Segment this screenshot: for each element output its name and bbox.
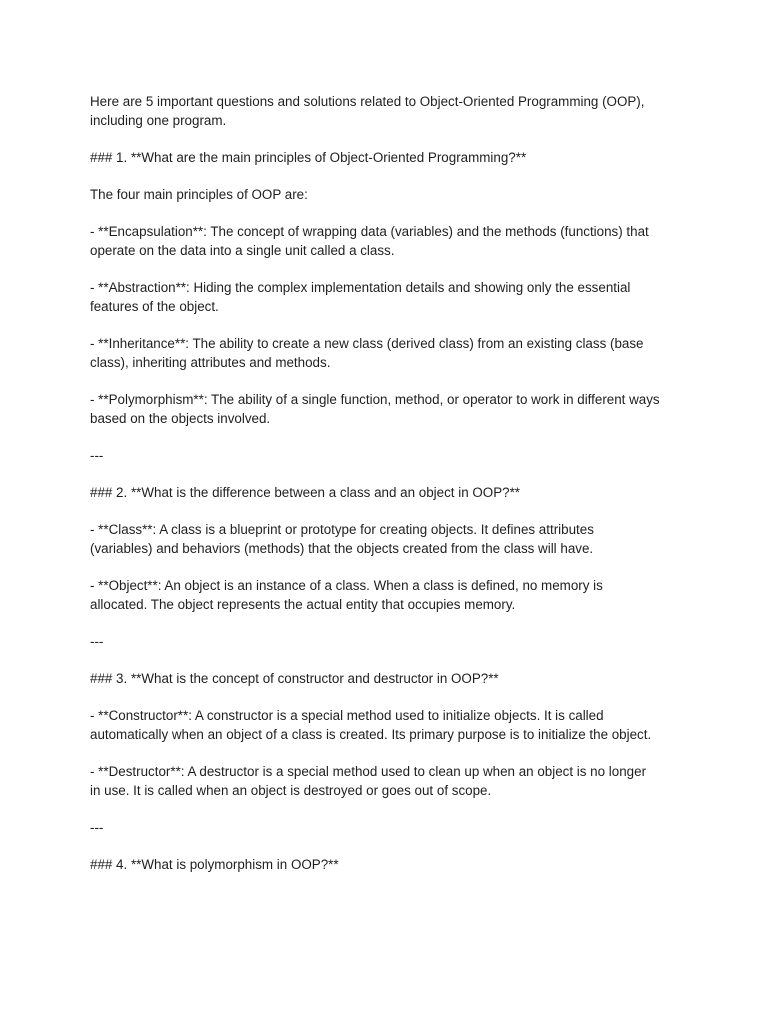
text-line: - **Constructor**: A constructor is a special method used to initialize objects. It is called	[90, 708, 604, 723]
heading-q4	[90, 855, 690, 874]
bullet-constructor	[90, 706, 690, 744]
text-line: operate on the data into a single unit called a class.	[90, 243, 395, 258]
text-line: features of the object.	[90, 299, 219, 314]
text-line: based on the objects involved.	[90, 411, 271, 426]
separator-1	[90, 446, 690, 465]
heading-q1	[90, 148, 690, 167]
bullet-inheritance	[90, 334, 690, 372]
text-line: - **Class**: A class is a blueprint or prototype for creating objects. It defines attributes	[90, 522, 594, 537]
text-line: (variables) and behaviors (methods) that the objects created from the class will have.	[90, 541, 594, 556]
text-line: Here are 5 important questions and solutions related to Object-Oriented Programming (OOP),	[90, 94, 645, 109]
intro-paragraph	[90, 92, 690, 130]
text-line: ---	[90, 634, 104, 649]
text-line: ### 3. **What is the concept of constructor and destructor in OOP?**	[90, 671, 499, 686]
bullet-polymorphism	[90, 390, 690, 428]
text-line: ---	[90, 820, 104, 835]
text-line: - **Encapsulation**: The concept of wrapping data (variables) and the methods (functions) that	[90, 224, 649, 239]
text-line: - **Polymorphism**: The ability of a single function, method, or operator to work in different ways	[90, 392, 660, 407]
text-line: - **Inheritance**: The ability to create a new class (derived class) from an existing class (base	[90, 336, 644, 351]
bullet-abstraction	[90, 278, 690, 316]
text-line: - **Abstraction**: Hiding the complex implementation details and showing only the essential	[90, 280, 631, 295]
separator-2	[90, 632, 690, 651]
heading-q2	[90, 483, 690, 502]
document-page	[90, 92, 690, 874]
text-line: including one program.	[90, 113, 227, 128]
text-line: - **Destructor**: A destructor is a special method used to clean up when an object is no longer	[90, 764, 647, 779]
text-line: in use. It is called when an object is destroyed or goes out of scope.	[90, 783, 492, 798]
paragraph-principles-intro	[90, 185, 690, 204]
bullet-destructor	[90, 762, 690, 800]
text-line: ---	[90, 448, 104, 463]
text-line: ### 4. **What is polymorphism in OOP?**	[90, 857, 339, 872]
text-line: The four main principles of OOP are:	[90, 187, 308, 202]
separator-3	[90, 818, 690, 837]
bullet-class	[90, 520, 690, 558]
text-line: class), inheriting attributes and methods.	[90, 355, 331, 370]
text-line: automatically when an object of a class is created. Its primary purpose is to initialize the object.	[90, 727, 652, 742]
text-line: ### 1. **What are the main principles of Object-Oriented Programming?**	[90, 150, 527, 165]
heading-q3	[90, 669, 690, 688]
text-line: ### 2. **What is the difference between a class and an object in OOP?**	[90, 485, 521, 500]
bullet-object	[90, 576, 690, 614]
bullet-encapsulation	[90, 222, 690, 260]
text-line: allocated. The object represents the actual entity that occupies memory.	[90, 597, 516, 612]
text-line: - **Object**: An object is an instance of a class. When a class is defined, no memory is	[90, 578, 603, 593]
